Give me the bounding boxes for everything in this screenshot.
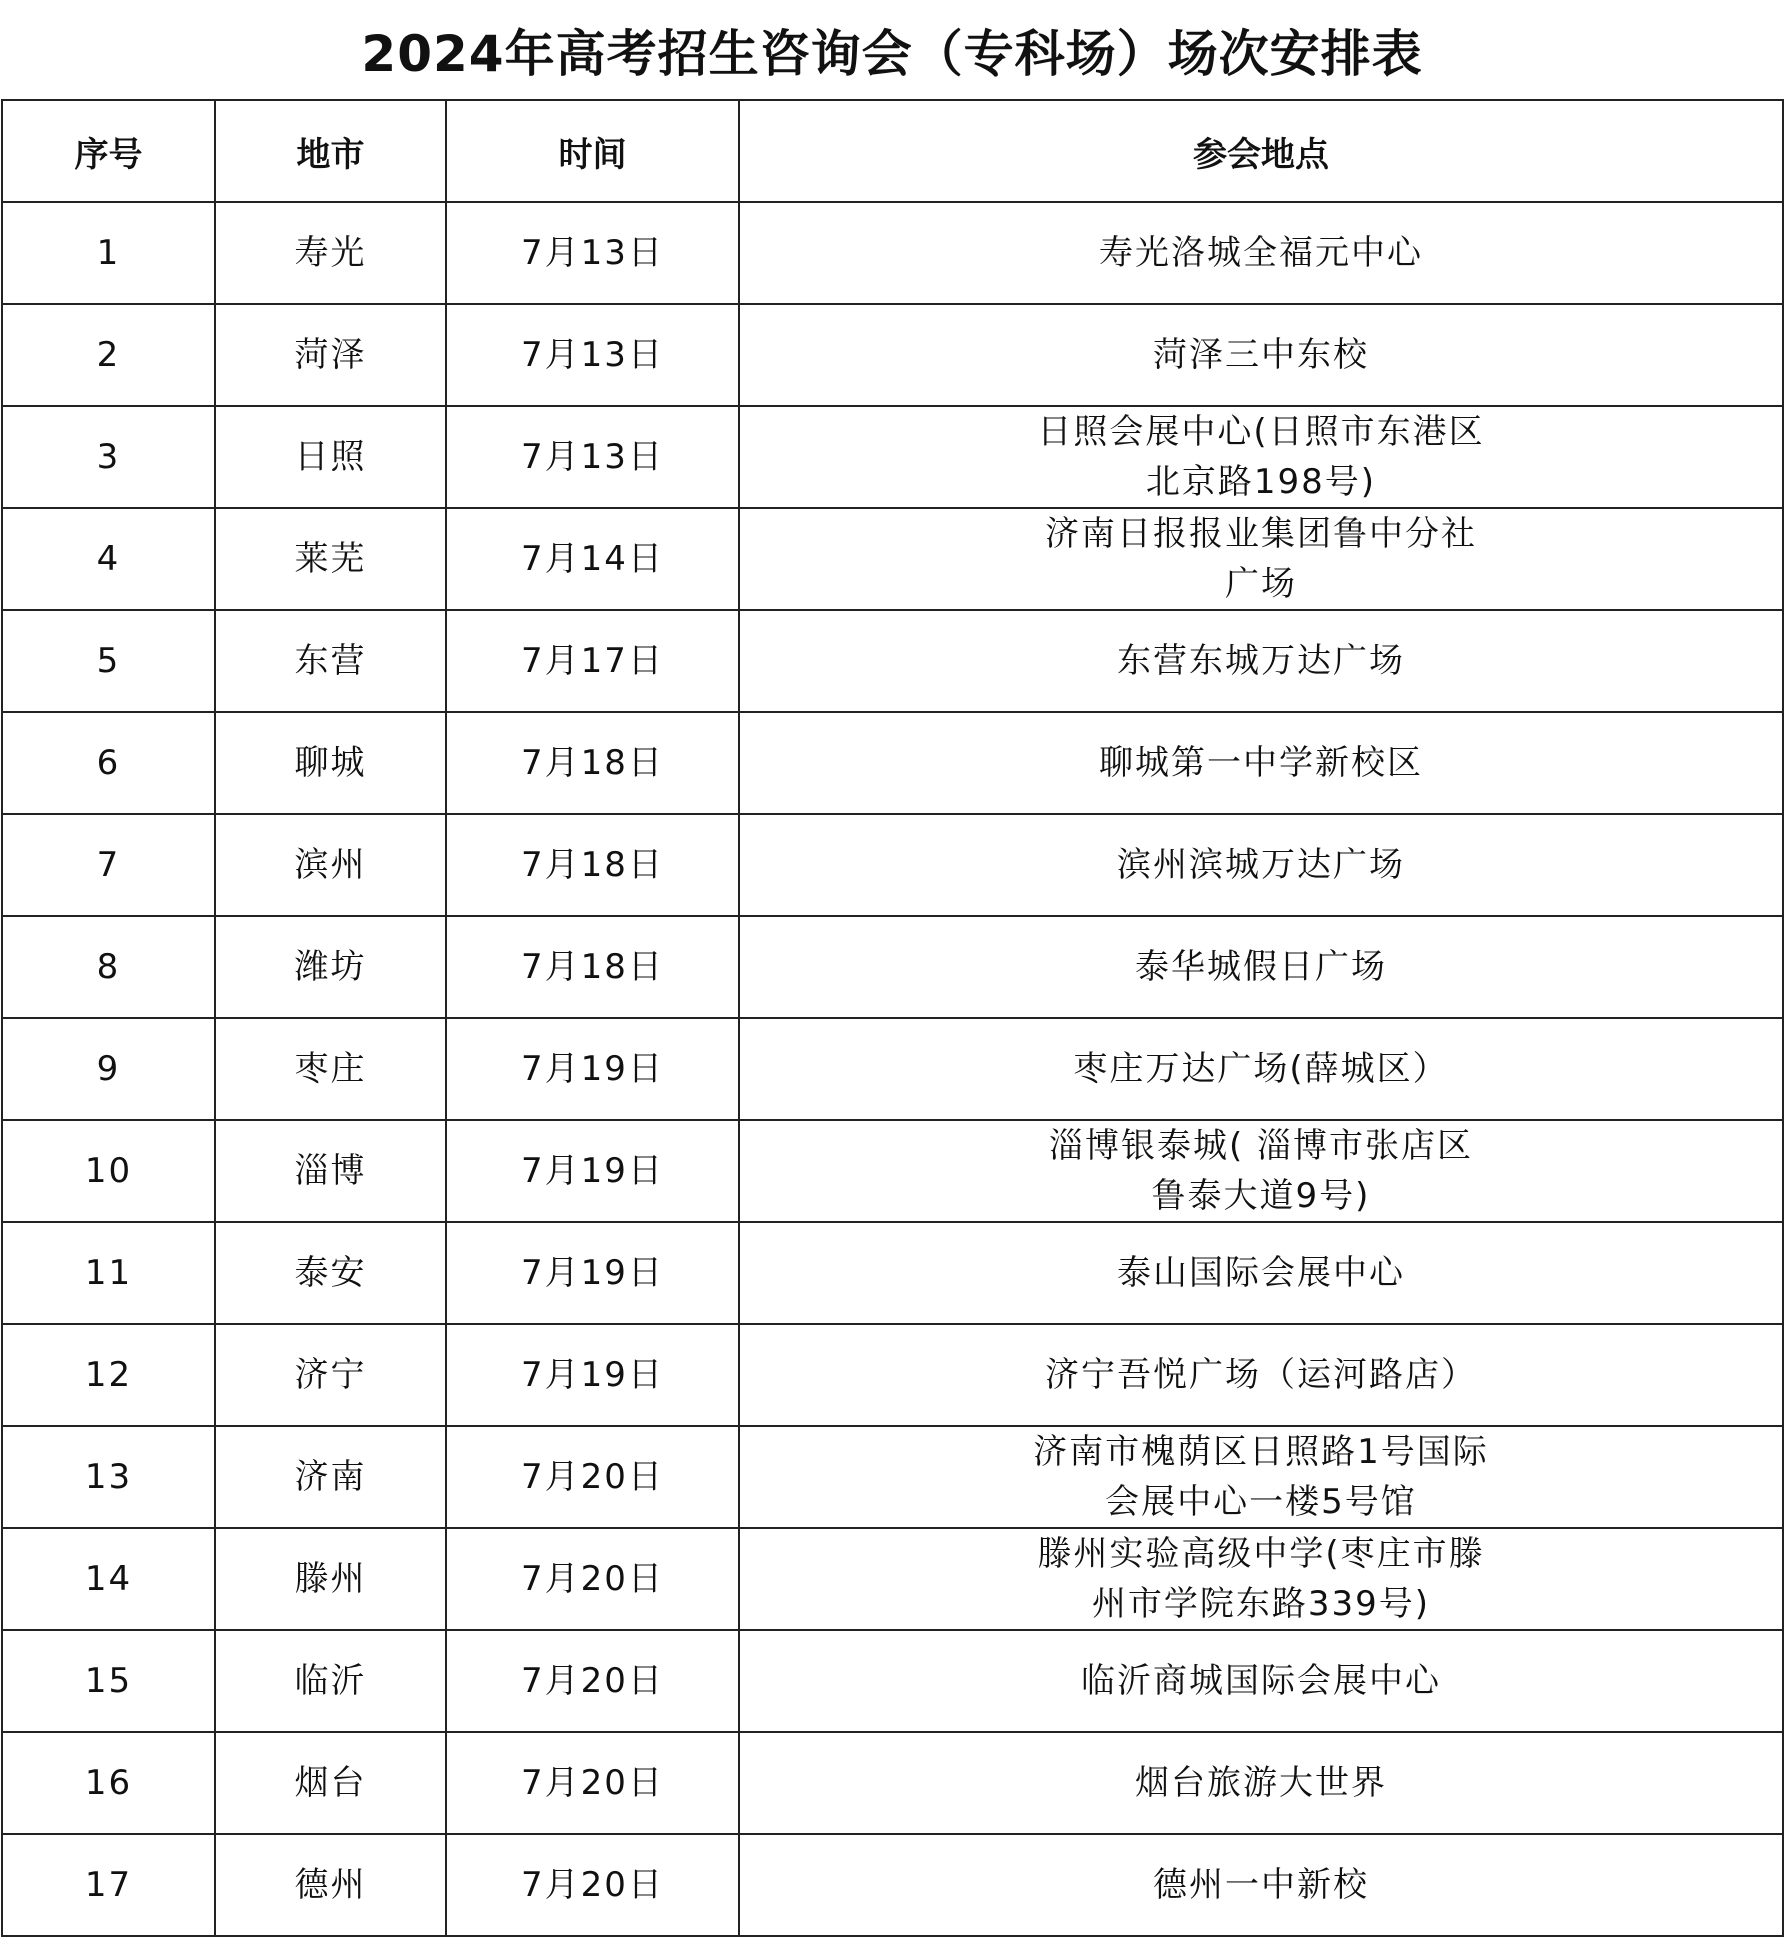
row-city: 德州	[215, 1834, 446, 1936]
table-row	[2, 202, 1783, 304]
venue-text: 寿光洛城全福元中心	[1099, 233, 1423, 273]
header-index: 序号	[2, 100, 215, 202]
row-date: 7月13日	[446, 202, 739, 304]
table-row	[2, 1018, 1783, 1120]
table-row	[2, 1732, 1783, 1834]
row-venue	[739, 1834, 1783, 1936]
venue-text: 烟台旅游大世界	[1135, 1763, 1387, 1803]
header-city: 地市	[215, 100, 446, 202]
table-row	[2, 1834, 1783, 1936]
page-title: 2024年高考招生咨询会（专科场）场次安排表	[361, 25, 1423, 83]
row-date: 7月19日	[446, 1324, 739, 1426]
table-row	[2, 1630, 1783, 1732]
table-row	[2, 406, 1783, 508]
row-venue	[739, 1120, 1783, 1222]
schedule-table	[1, 99, 1784, 1937]
row-city: 莱芜	[215, 508, 446, 610]
row-index: 5	[2, 610, 215, 712]
table-row	[2, 610, 1783, 712]
table-row	[2, 304, 1783, 406]
row-index: 15	[2, 1630, 215, 1732]
header-row	[2, 100, 1783, 202]
row-index: 17	[2, 1834, 215, 1936]
row-venue	[739, 1324, 1783, 1426]
row-date: 7月20日	[446, 1630, 739, 1732]
venue-text: 临沂商城国际会展中心	[1081, 1661, 1441, 1701]
venue-text: 聊城第一中学新校区	[1099, 743, 1423, 783]
row-venue	[739, 916, 1783, 1018]
row-index: 12	[2, 1324, 215, 1426]
row-index: 8	[2, 916, 215, 1018]
row-date: 7月20日	[446, 1834, 739, 1936]
row-city: 淄博	[215, 1120, 446, 1222]
venue-text: 菏泽三中东校	[1153, 335, 1369, 375]
row-venue	[739, 1732, 1783, 1834]
header-date: 时间	[446, 100, 739, 202]
row-venue	[739, 304, 1783, 406]
row-city: 聊城	[215, 712, 446, 814]
table-row	[2, 916, 1783, 1018]
row-venue	[739, 1426, 1783, 1528]
row-index: 13	[2, 1426, 215, 1528]
row-city: 滨州	[215, 814, 446, 916]
row-index: 6	[2, 712, 215, 814]
row-index: 4	[2, 508, 215, 610]
row-city: 东营	[215, 610, 446, 712]
row-date: 7月19日	[446, 1018, 739, 1120]
row-date: 7月17日	[446, 610, 739, 712]
row-index: 2	[2, 304, 215, 406]
table-row	[2, 508, 1783, 610]
table-row	[2, 1120, 1783, 1222]
venue-text: 济南市槐荫区日照路1号国际会展中心一楼5号馆	[1033, 1432, 1489, 1522]
row-date: 7月18日	[446, 814, 739, 916]
header-venue: 参会地点	[739, 100, 1783, 202]
row-date: 7月20日	[446, 1528, 739, 1630]
row-venue	[739, 814, 1783, 916]
row-city: 菏泽	[215, 304, 446, 406]
venue-text: 济南日报报业集团鲁中分社广场	[1045, 514, 1477, 604]
row-city: 临沂	[215, 1630, 446, 1732]
row-date: 7月13日	[446, 406, 739, 508]
row-venue	[739, 1528, 1783, 1630]
row-venue	[739, 202, 1783, 304]
row-index: 7	[2, 814, 215, 916]
row-date: 7月20日	[446, 1426, 739, 1528]
row-city: 日照	[215, 406, 446, 508]
row-date: 7月19日	[446, 1120, 739, 1222]
row-index: 16	[2, 1732, 215, 1834]
row-venue	[739, 610, 1783, 712]
venue-text: 泰山国际会展中心	[1117, 1253, 1405, 1293]
row-venue	[739, 1222, 1783, 1324]
row-city: 寿光	[215, 202, 446, 304]
venue-text: 济宁吾悦广场（运河路店）	[1045, 1355, 1477, 1395]
row-index: 10	[2, 1120, 215, 1222]
row-city: 泰安	[215, 1222, 446, 1324]
venue-text: 泰华城假日广场	[1135, 947, 1387, 987]
row-venue	[739, 712, 1783, 814]
row-date: 7月13日	[446, 304, 739, 406]
row-city: 滕州	[215, 1528, 446, 1630]
row-date: 7月18日	[446, 916, 739, 1018]
row-city: 枣庄	[215, 1018, 446, 1120]
venue-text: 日照会展中心(日照市东港区北京路198号)	[1037, 412, 1485, 502]
table-row	[2, 1528, 1783, 1630]
row-city: 潍坊	[215, 916, 446, 1018]
row-date: 7月20日	[446, 1732, 739, 1834]
row-index: 3	[2, 406, 215, 508]
row-date: 7月14日	[446, 508, 739, 610]
row-date: 7月19日	[446, 1222, 739, 1324]
venue-text: 滨州滨城万达广场	[1117, 845, 1405, 885]
row-index: 9	[2, 1018, 215, 1120]
row-date: 7月18日	[446, 712, 739, 814]
table-row	[2, 1324, 1783, 1426]
row-index: 14	[2, 1528, 215, 1630]
row-venue	[739, 508, 1783, 610]
table-row	[2, 712, 1783, 814]
row-city: 济宁	[215, 1324, 446, 1426]
row-city: 济南	[215, 1426, 446, 1528]
row-venue	[739, 406, 1783, 508]
table-row	[2, 814, 1783, 916]
venue-text: 淄博银泰城( 淄博市张店区鲁泰大道9号)	[1048, 1126, 1474, 1216]
venue-text: 东营东城万达广场	[1117, 641, 1405, 681]
row-index: 11	[2, 1222, 215, 1324]
row-city: 烟台	[215, 1732, 446, 1834]
row-venue	[739, 1018, 1783, 1120]
table-row	[2, 1426, 1783, 1528]
venue-text: 滕州实验高级中学(枣庄市滕州市学院东路339号)	[1037, 1534, 1485, 1624]
venue-text: 德州一中新校	[1153, 1865, 1369, 1905]
table-row	[2, 1222, 1783, 1324]
venue-text: 枣庄万达广场(薛城区）	[1073, 1049, 1449, 1089]
row-index: 1	[2, 202, 215, 304]
row-venue	[739, 1630, 1783, 1732]
